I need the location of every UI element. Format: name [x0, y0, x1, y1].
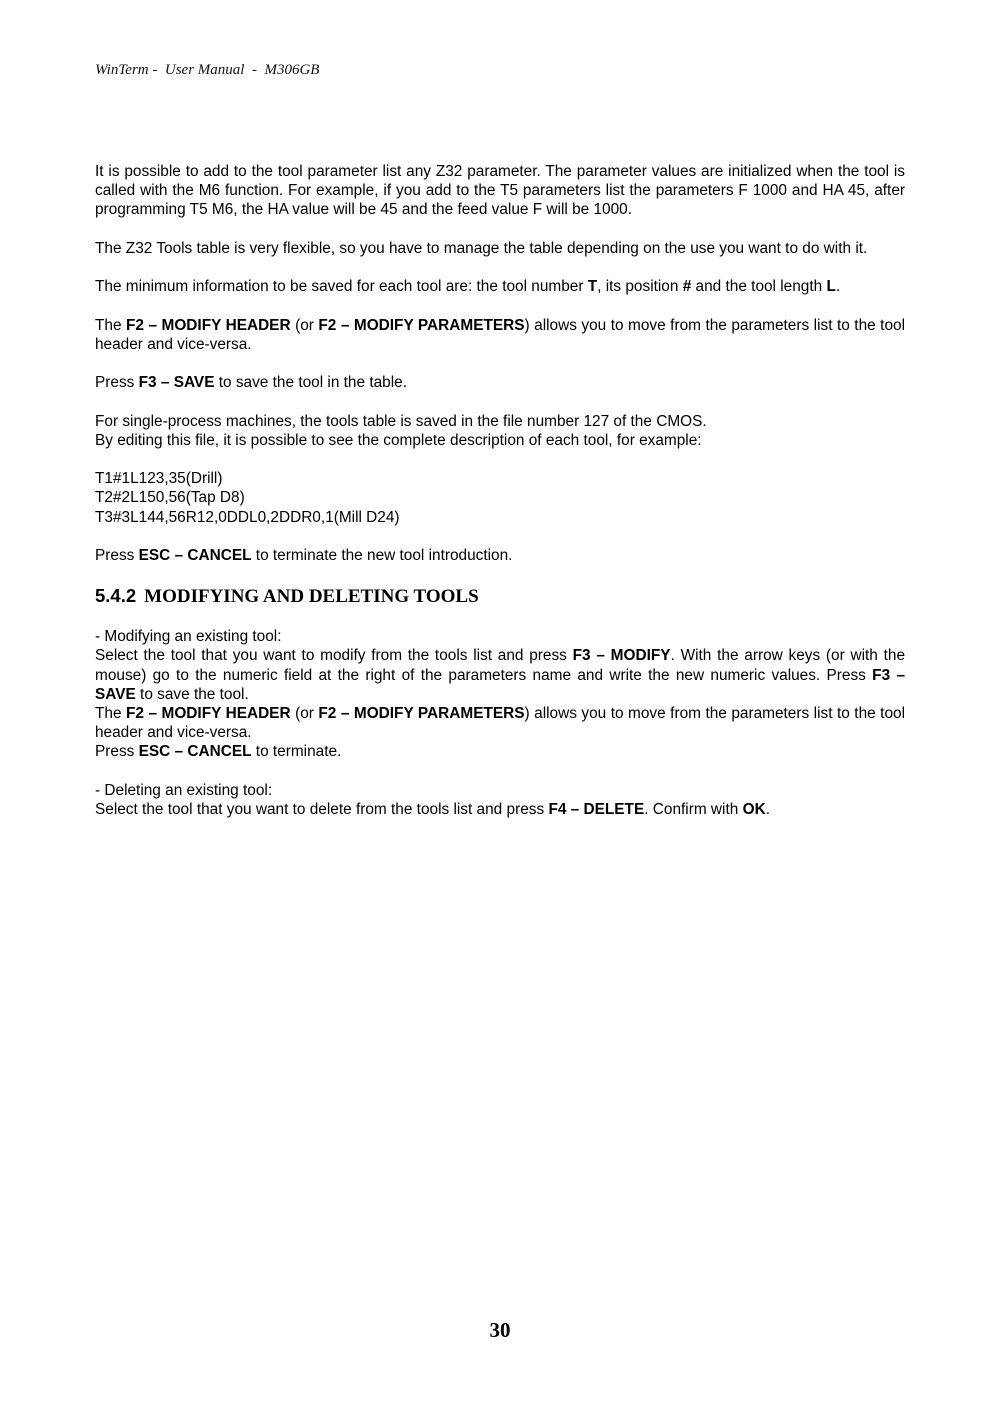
example-line-1: T1#1L123,35(Drill)	[95, 470, 223, 488]
paragraph-save: Press F3 – SAVE to save the tool in the table.	[95, 374, 407, 392]
modify-intro: - Modifying an existing tool:	[95, 628, 282, 646]
paragraph-modify-header: The F2 – MODIFY HEADER (or F2 – MODIFY PARAMETERS) allows you to move from the parameters list to the tool header and vice-versa.	[95, 316, 905, 353]
paragraph-cmos-file-line2: By editing this file, it is possible to see the complete description of each tool, for example:	[95, 431, 702, 449]
delete-intro: - Deleting an existing tool:	[95, 781, 273, 799]
paragraph-table-flexible: The Z32 Tools table is very flexible, so you have to manage the table depending on the use you want to do with it.	[95, 239, 868, 257]
paragraph-minimum-info: The minimum information to be saved for each tool are: the tool number T, its position # and the tool length L.	[95, 278, 841, 296]
section-heading	[95, 585, 905, 608]
modify-step-2: The F2 – MODIFY HEADER (or F2 – MODIFY PARAMETERS) allows you to move from the parameters list to the tool header and vice-versa.	[95, 704, 905, 742]
section-title: MODIFYING AND DELETING TOOLS	[144, 586, 479, 608]
modify-step-1: Select the tool that you want to modify from the tools list and press F3 – MODIFY. With the arrow keys (or with the mouse) go to the numeric field at the right of the parameters name and write the new numeric values. Press F3 – SAVE to save the tool.	[95, 647, 906, 703]
example-line-3: T3#3L144,56R12,0DDL0,2DDR0,1(Mill D24)	[95, 508, 400, 526]
delete-step-1: Select the tool that you want to delete from the tools list and press F4 – DELETE. Confirm with OK.	[95, 800, 770, 818]
example-line-2: T2#2L150,56(Tap D8)	[95, 489, 245, 507]
running-header: WinTerm - User Manual - M306GB	[95, 62, 320, 78]
paragraph-tool-parameters: It is possible to add to the tool parameter list any Z32 parameter. The parameter values are initialized when the tool is called with the M6 function. For example, if you add to the T5 parameters list the parameters F 1000 and HA 45, after programming T5 M6, the HA value will be 45 and the feed value F will be 1000.	[95, 163, 905, 219]
paragraph-cancel: Press ESC – CANCEL to terminate the new tool introduction.	[95, 546, 513, 564]
paragraph-cmos-file-line1: For single-process machines, the tools table is saved in the file number 127 of the CMOS.	[95, 412, 707, 430]
section-number: 5.4.2	[95, 585, 137, 607]
page-number: 30	[489, 1318, 511, 1342]
document-body	[95, 162, 905, 819]
modify-step-3: Press ESC – CANCEL to terminate.	[95, 743, 342, 761]
